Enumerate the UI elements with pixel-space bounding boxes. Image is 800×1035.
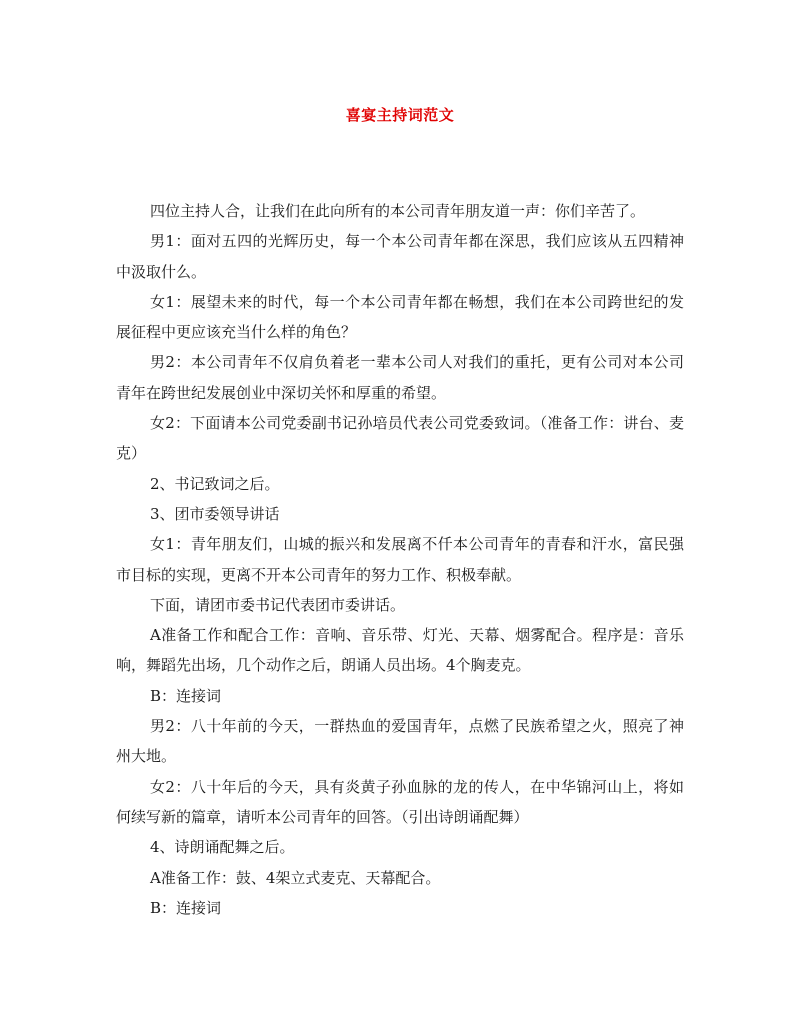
document-body	[116, 196, 684, 923]
paragraph: 下面，请团市委书记代表团市委讲话。	[150, 595, 406, 614]
paragraph: B：连接词	[150, 898, 222, 917]
paragraph: B：连接词	[150, 686, 222, 705]
paragraph: 女1：青年朋友们，山城的振兴和发展离不仟本公司青年的青春和汗水，富民强市目标的实现，更离不开本公司青年的努力工作、积极奉献。	[116, 535, 684, 584]
paragraph: 女2：下面请本公司党委副书记孙培员代表公司党委致词。（准备工作：讲台、麦克）	[116, 414, 684, 463]
paragraph: 男2：本公司青年不仅肩负着老一辈本公司人对我们的重托，更有公司对本公司青年在跨世纪发展创业中深切关怀和厚重的希望。	[116, 353, 684, 402]
paragraph: 男2：八十年前的今天，一群热血的爱国青年，点燃了民族希望之火，照亮了神州大地。	[116, 717, 684, 766]
paragraph: 女1：展望未来的时代，每一个本公司青年都在畅想，我们在本公司跨世纪的发展征程中更应该充当什么样的角色？	[116, 292, 684, 342]
paragraph: A准备工作：鼓、4架立式麦克、天幕配合。	[150, 868, 441, 887]
paragraph: 3、团市委领导讲话	[150, 504, 280, 523]
paragraph: 4、诗朗诵配舞之后。	[150, 838, 295, 857]
paragraph: A准备工作和配合工作：音响、音乐带、灯光、天幕、烟雾配合。程序是：音乐响，舞蹈先出场，几个动作之后，朗诵人员出场。4个胸麦克。	[116, 626, 684, 675]
document-title: 喜宴主持词范文	[345, 106, 455, 124]
paragraph: 四位主持人合，让我们在此向所有的本公司青年朋友道一声：你们辛苦了。	[150, 202, 646, 220]
paragraph: 男1：面对五四的光辉历史，每一个本公司青年都在深思，我们应该从五四精神中汲取什么。	[116, 232, 684, 281]
paragraph: 女2：八十年后的今天，具有炎黄子孙血脉的龙的传人，在中华锦河山上，将如何续写新的篇章，请听本公司青年的回答。（引出诗朗诵配舞）	[116, 777, 684, 826]
paragraph: 2、书记致词之后。	[150, 474, 280, 493]
